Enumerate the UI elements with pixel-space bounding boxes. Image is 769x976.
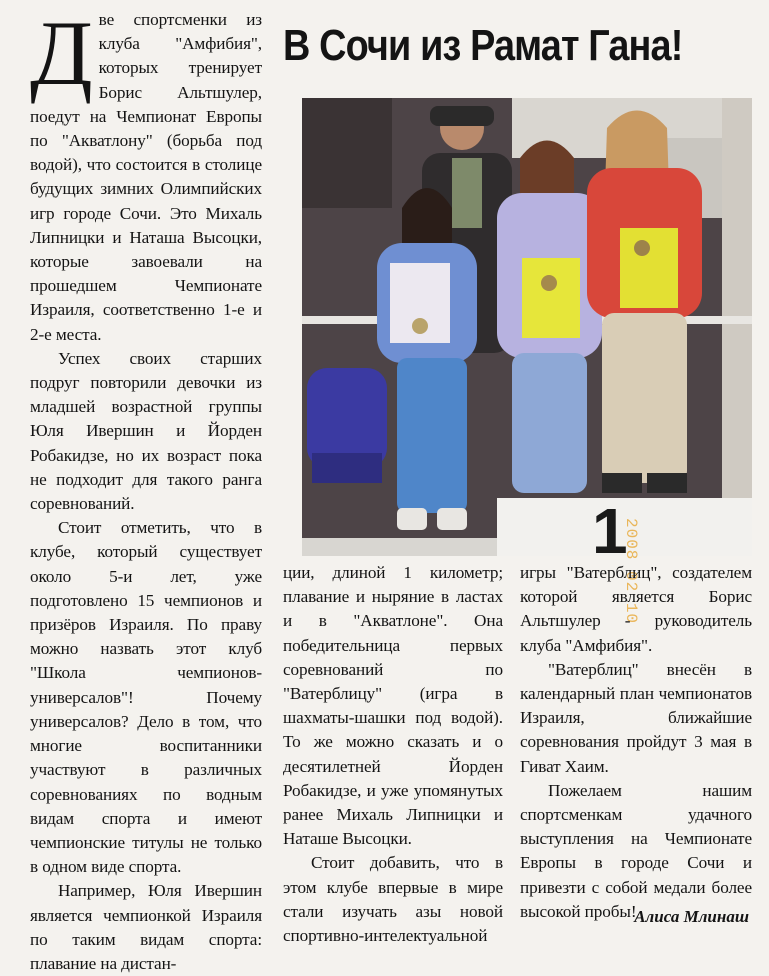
paragraph: ции, длиной 1 километр; плавание и ныряние в ластах и в "Акватлоне". Она победительница первых соревнований по "Ватерблицу" (игра в шахматы-шашки под водой). То же можно сказать и о десятилетней Йорден Робакидзе, и уже упомянутых ранее Михаль Липницки и Наташе Высоцки. [283, 563, 503, 849]
podium-number: 1 [592, 495, 628, 567]
article-headline: В Сочи из Рамат Гана! [283, 21, 683, 70]
paragraph: Успех своих старших подруг повторили девочки из младшей возрастной группы Юля Ивершин и Йорден Робакидзе, но их возраст пока не подходит для такого ранга соревнований. [30, 348, 262, 514]
photo-date-stamp: 2008 02 10 [622, 518, 640, 625]
photo-illustration [302, 98, 752, 567]
paragraph: "Ватерблиц" внесён в календарный план чемпионатов Израиля, ближайшие соревнования пройдут 3 мая в Гиват Хаим. [520, 659, 752, 776]
drop-cap: Д [30, 2, 93, 104]
paragraph: Стоит отметить, что в клубе, который существует около 5-и лет, уже подготовлено 15 чемпионов и призёров Израиля. По праву можно назвать этот клуб "Школа чемпионов-универсалов"! Почему универсалов? Дело в том, что многие воспитанники участвуют в различных соревнованиях по водным видам спорта и имеют чемпионские титулы не только в одном виде спорта. [30, 518, 262, 877]
paragraph: игры "Ватерблиц", создателем которой является Борис Альтшулер - руководитель клуба "Амфибия". [520, 563, 752, 655]
paragraph: Пожелаем нашим спортсменкам удачного выступления на Чемпионате Европы в городе Сочи и привезти с собой медали более высокой пробы! [520, 780, 752, 921]
paragraph [30, 2, 262, 347]
article-author: Алиса Млинаш [634, 907, 749, 926]
article-column-3 [520, 561, 752, 924]
paragraph: Стоит добавить, что в этом клубе впервые в мире стали изучать азы новой спортивно-интелектуальной [283, 853, 503, 946]
article-column-1 [30, 2, 262, 976]
paragraph: Например, Юля Ивершин является чемпионкой Израиля по таким видам спорта: плавание на дистан- [30, 881, 262, 973]
paragraph-text: ве спортсменки из клуба "Амфибия", которых тренирует Борис Альтшулер, поедут на Чемпионат Европы по "Акватлону" (борьба под водой), что состоится в столице будущих зимних Олимпийских игр городе Сочи. Это Михаль Липницки и Наташа Высоцки, которые завоевали на прошедшем Чемпионате Израиля, соответственно 1-е и 2-е места. [30, 10, 262, 344]
article-column-2 [283, 561, 503, 948]
